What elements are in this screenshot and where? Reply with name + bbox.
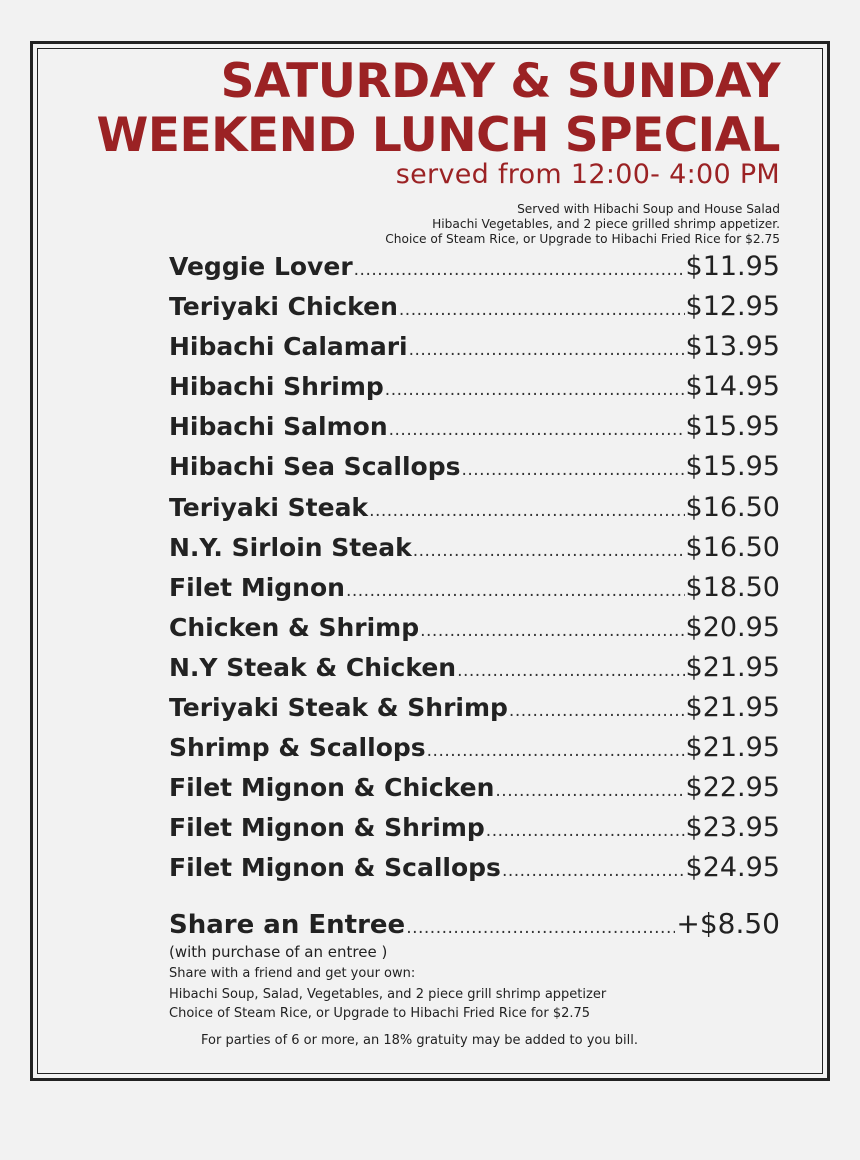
dot-leader <box>406 908 675 948</box>
menu-item <box>169 648 780 688</box>
menu-item-name: Hibachi Calamari <box>169 332 408 362</box>
share-line-1: Share with a friend and get your own: <box>169 966 416 981</box>
menu-item-price: $16.50 <box>685 531 780 563</box>
dot-leader <box>427 731 685 771</box>
menu-item-price: $13.95 <box>685 331 780 363</box>
menu-item-price: $21.95 <box>685 651 780 683</box>
menu-item-name: Hibachi Sea Scallops <box>169 452 461 482</box>
menu-item <box>169 287 780 327</box>
included-note-3: Choice of Steam Rice, or Upgrade to Hibachi Fried Rice for $2.75 <box>385 232 780 246</box>
dot-leader <box>457 651 684 691</box>
gratuity-note: For parties of 6 or more, an 18% gratuity may be added to you bill. <box>201 1033 638 1048</box>
menu-item-name: Hibachi Shrimp <box>169 372 384 402</box>
menu-item-price: $21.95 <box>685 732 780 764</box>
menu-item <box>169 608 780 648</box>
dot-leader <box>486 811 685 851</box>
dot-leader <box>399 290 685 330</box>
menu-item <box>169 728 780 768</box>
dot-leader <box>420 611 684 651</box>
served-hours: served from 12:00- 4:00 PM <box>395 159 780 190</box>
dot-leader <box>502 851 685 891</box>
share-entree <box>169 904 780 944</box>
dot-leader <box>409 330 685 370</box>
menu-item-name: Veggie Lover <box>169 252 353 281</box>
menu-item <box>169 447 780 487</box>
menu-item <box>169 848 780 888</box>
menu-item-name: Teriyaki Steak <box>169 492 369 522</box>
menu-item-price: $21.95 <box>685 692 780 724</box>
menu-item-name: Shrimp & Scallops <box>169 733 426 763</box>
menu-item-name: Teriyaki Chicken <box>169 292 398 322</box>
title-line-1: SATURDAY & SUNDAY <box>220 54 780 109</box>
menu-item <box>169 688 780 728</box>
included-note-2: Hibachi Vegetables, and 2 piece grilled shrimp appetizer. <box>432 217 780 231</box>
menu-item-price: $24.95 <box>685 852 780 884</box>
share-name: Share an Entree <box>169 910 406 940</box>
menu-item-price: $20.95 <box>685 611 780 643</box>
menu-item-price: $16.50 <box>685 491 780 523</box>
menu-item <box>169 808 780 848</box>
menu-item <box>169 247 780 287</box>
share-subtitle: (with purchase of an entree ) <box>169 943 388 961</box>
menu-item-price: $18.50 <box>685 571 780 603</box>
menu-item-price: $11.95 <box>685 251 780 282</box>
dot-leader <box>385 370 685 410</box>
dot-leader <box>413 531 685 571</box>
menu-item-price: $15.95 <box>685 411 780 443</box>
dot-leader <box>495 771 684 811</box>
menu-list <box>169 247 780 889</box>
menu-item <box>169 528 780 568</box>
share-line-3: Choice of Steam Rice, or Upgrade to Hibachi Fried Rice for $2.75 <box>169 1006 591 1021</box>
menu-item-price: $15.95 <box>685 451 780 483</box>
menu-item <box>169 768 780 808</box>
dot-leader <box>346 571 685 611</box>
menu-item <box>169 367 780 407</box>
menu-item-name: Teriyaki Steak & Shrimp <box>169 693 508 723</box>
menu-item-price: $14.95 <box>685 371 780 403</box>
share-row <box>169 904 780 944</box>
title-line-2: WEEKEND LUNCH SPECIAL <box>96 108 780 163</box>
menu-item-name: Filet Mignon & Shrimp <box>169 813 485 843</box>
menu-item-price: $12.95 <box>685 291 780 323</box>
menu-item <box>169 488 780 528</box>
menu-item-price: $22.95 <box>685 772 780 804</box>
menu-item <box>169 327 780 367</box>
menu-item <box>169 568 780 608</box>
dot-leader <box>509 691 685 731</box>
menu-item-name: N.Y Steak & Chicken <box>169 652 457 682</box>
menu-item-name: N.Y. Sirloin Steak <box>169 532 412 562</box>
share-line-2: Hibachi Soup, Salad, Vegetables, and 2 piece grill shrimp appetizer <box>169 987 607 1002</box>
menu-item-name: Hibachi Salmon <box>169 412 388 442</box>
dot-leader <box>369 491 684 531</box>
included-note-1: Served with Hibachi Soup and House Salad <box>517 202 780 216</box>
menu-item-name: Filet Mignon & Scallops <box>169 853 501 883</box>
menu-item-price: $23.95 <box>685 812 780 844</box>
dot-leader <box>354 250 685 290</box>
menu-item-name: Filet Mignon & Chicken <box>169 773 495 803</box>
dot-leader <box>461 450 684 490</box>
menu-item-name: Filet Mignon <box>169 572 345 602</box>
menu-item <box>169 407 780 447</box>
share-price: +$8.50 <box>676 907 780 940</box>
dot-leader <box>389 410 685 450</box>
menu-item-name: Chicken & Shrimp <box>169 612 420 642</box>
